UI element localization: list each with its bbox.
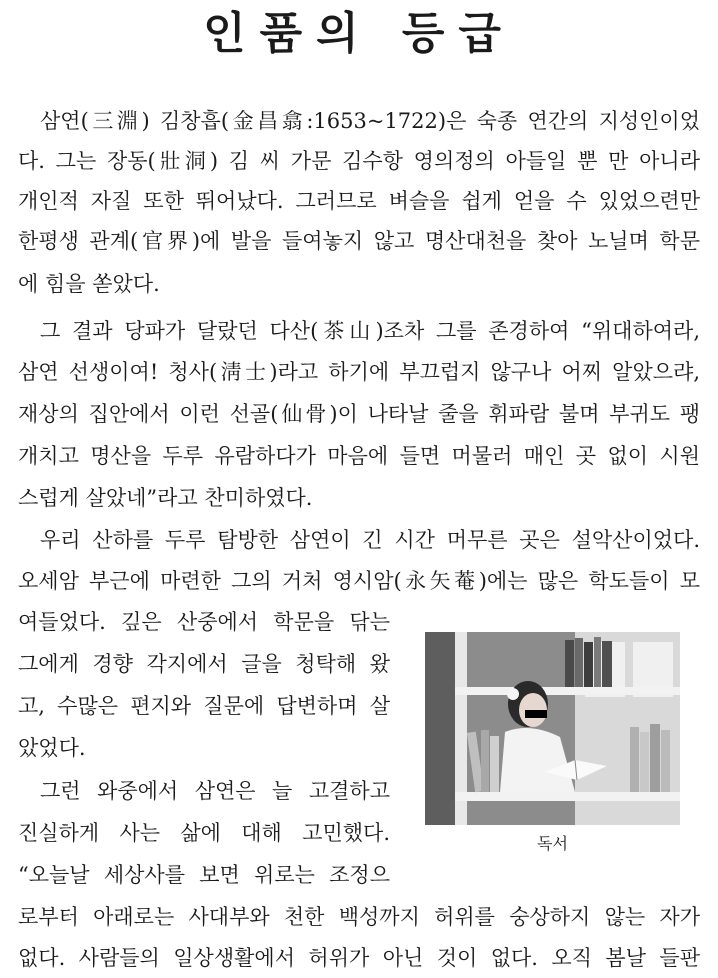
body-line: 여들었다. 깊은 산중에서 학문을 닦는 — [18, 610, 390, 634]
body-line: 그런 와중에서 삼연은 늘 고결하고 — [40, 779, 390, 803]
body-line: 재상의 집안에서 이런 선골(仙骨)이 나타날 줄을 휘파람 불며 부귀도 팽 — [18, 402, 700, 426]
body-line — [18, 101, 700, 141]
body-line: 그에게 경향 각지에서 글을 청탁해 왔 — [18, 652, 390, 676]
body-line: 스럽게 살았네”라고 찬미하였다. — [18, 486, 313, 510]
body-line: 그 결과 당파가 달랐던 다산(茶山)조차 그를 존경하여 “위대하여라, — [40, 319, 700, 343]
reading-photo — [425, 632, 680, 825]
body-line: 에 힘을 쏟았다. — [18, 272, 160, 296]
body-line: 오세암 부근에 마련한 그의 거처 영시암(永矢菴)에는 많은 학도들이 모 — [18, 569, 700, 593]
body-line: 개인적 자질 또한 뛰어났다. 그러므로 벼슬을 쉽게 얻을 수 있었으련만 — [18, 189, 700, 213]
body-line: 삼연 선생이여! 청사(淸士)라고 하기에 부끄럽지 않구나 어찌 알았으랴, — [18, 360, 700, 384]
body-line: 진실하게 사는 삶에 대해 고민했다. — [18, 821, 390, 845]
body-line: 우리 산하를 두루 탐방한 삼연이 긴 시간 머무른 곳은 설악산이었다. — [40, 528, 700, 552]
body-line: 다. 그는 장동(壯洞) 김 씨 가문 김수항 영의정의 아들일 뿐 만 아니라 — [18, 149, 700, 173]
woman-reading-photo-icon — [425, 632, 680, 825]
body-line: 았었다. — [18, 736, 86, 760]
body-line: 없다. 사람들의 일상생활에서 허위가 아닌 것이 없다. 오직 봄날 들판 — [18, 946, 700, 970]
page-title: 인품의 등급 — [203, 8, 515, 59]
figure-caption: 독서 — [537, 834, 568, 853]
body-line: 로부터 아래로는 사대부와 천한 백성까지 허위를 숭상하지 않는 자가 — [18, 905, 700, 929]
body-line: 개치고 명산을 두루 유람하다가 마음에 들면 머물러 매인 곳 없이 시원 — [18, 444, 700, 468]
body-line-text: 삼연(三淵) 김창흡(金昌翕:1653~1722)은 숙종 연간의 지성인이었 — [40, 109, 700, 133]
body-line: 고, 수많은 편지와 질문에 답변하며 살 — [18, 694, 390, 718]
body-line: 한평생 관계(官界)에 발을 들여놓지 않고 명산대천을 찾아 노닐며 학문 — [18, 229, 700, 253]
body-line: “오늘날 세상사를 보면 위로는 조정으 — [18, 863, 390, 887]
